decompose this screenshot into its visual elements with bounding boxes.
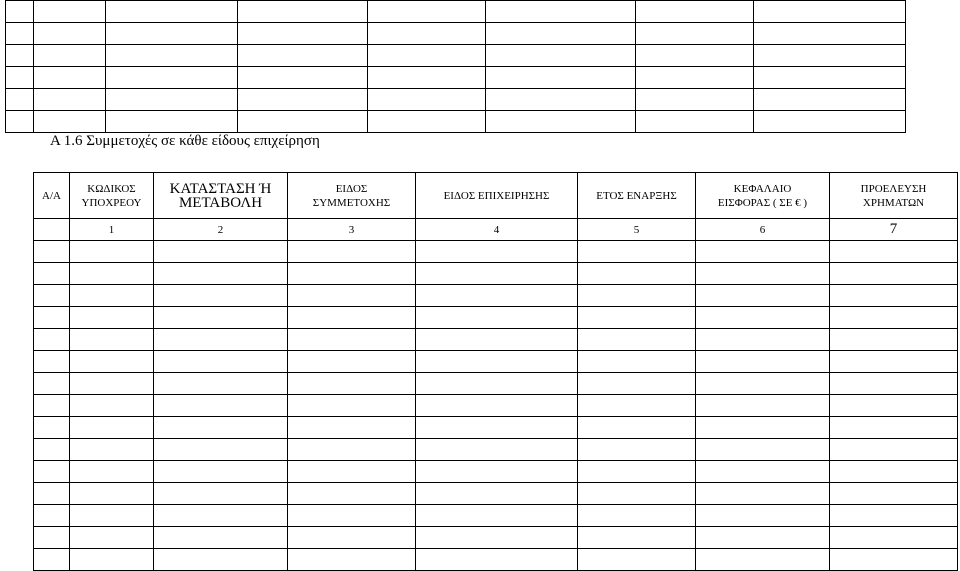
- empty-cell: [288, 417, 416, 439]
- empty-cell: [486, 67, 636, 89]
- empty-cell: [416, 417, 578, 439]
- empty-cell: [416, 307, 578, 329]
- empty-cell: [106, 67, 238, 89]
- column-number-row: [34, 219, 958, 241]
- empty-cell: [70, 307, 154, 329]
- empty-cell: [486, 23, 636, 45]
- empty-cell: [696, 285, 830, 307]
- empty-cell: [486, 45, 636, 67]
- empty-cell: [34, 241, 70, 263]
- header-participation-type: ΕΙΔΟΣ ΣΥΜΜΕΤΟΧΗΣ: [288, 173, 416, 219]
- empty-cell: [34, 351, 70, 373]
- empty-cell: [636, 1, 754, 23]
- empty-cell: [830, 241, 958, 263]
- empty-cell: [830, 329, 958, 351]
- empty-cell: [34, 505, 70, 527]
- empty-cell: [154, 549, 288, 571]
- empty-cell: [636, 89, 754, 111]
- previous-table-grid: [5, 0, 906, 133]
- empty-cell: [288, 241, 416, 263]
- empty-cell: [238, 1, 368, 23]
- empty-cell: [70, 439, 154, 461]
- empty-cell: [34, 45, 106, 67]
- empty-cell: [6, 23, 34, 45]
- empty-cell: [416, 351, 578, 373]
- header-obligor-code: ΚΩΔΙΚΟΣ ΥΠΟΧΡΕΟΥ: [70, 173, 154, 219]
- empty-cell: [416, 483, 578, 505]
- empty-cell: [696, 549, 830, 571]
- empty-cell: [830, 285, 958, 307]
- empty-cell: [696, 483, 830, 505]
- table-row: [34, 241, 958, 263]
- empty-cell: [636, 23, 754, 45]
- empty-cell: [368, 67, 486, 89]
- empty-cell: [34, 307, 70, 329]
- empty-cell: [154, 307, 288, 329]
- empty-cell: [70, 285, 154, 307]
- header-status-or-change: ΚΑΤΑΣΤΑΣΗ Ή ΜΕΤΑΒΟΛΗ: [154, 173, 288, 219]
- table-row: [34, 439, 958, 461]
- empty-cell: [696, 351, 830, 373]
- table-row: [34, 285, 958, 307]
- empty-cell: [830, 461, 958, 483]
- table-row: [34, 263, 958, 285]
- empty-cell: [6, 89, 34, 111]
- empty-cell: [34, 439, 70, 461]
- empty-cell: [754, 45, 906, 67]
- empty-cell: [486, 1, 636, 23]
- empty-cell: [154, 285, 288, 307]
- empty-cell: [154, 241, 288, 263]
- empty-cell: [70, 241, 154, 263]
- empty-cell: [288, 285, 416, 307]
- empty-cell: [238, 45, 368, 67]
- empty-cell: [34, 67, 106, 89]
- empty-cell: [696, 505, 830, 527]
- table-row: [34, 505, 958, 527]
- empty-cell: [288, 351, 416, 373]
- table-row: [34, 395, 958, 417]
- empty-cell: [368, 89, 486, 111]
- empty-cell: [830, 307, 958, 329]
- empty-cell: [416, 373, 578, 395]
- empty-cell: [154, 351, 288, 373]
- empty-cell: [238, 67, 368, 89]
- empty-cell: [34, 395, 70, 417]
- empty-cell: [34, 1, 106, 23]
- empty-cell: [106, 89, 238, 111]
- header-contribution-capital: ΚΕΦΑΛΑΙΟ ΕΙΣΦΟΡΑΣ ( ΣΕ € ): [696, 173, 830, 219]
- empty-cell: [578, 241, 696, 263]
- empty-cell: [754, 67, 906, 89]
- empty-cell: [754, 23, 906, 45]
- empty-cell: [70, 527, 154, 549]
- empty-cell: [416, 241, 578, 263]
- empty-cell: [70, 505, 154, 527]
- empty-cell: [416, 527, 578, 549]
- empty-cell: [34, 527, 70, 549]
- empty-cell: [578, 505, 696, 527]
- empty-cell: [486, 89, 636, 111]
- empty-cell: [154, 417, 288, 439]
- previous-table-row: [6, 45, 906, 67]
- empty-cell: [578, 307, 696, 329]
- empty-cell: [830, 505, 958, 527]
- empty-cell: [416, 263, 578, 285]
- empty-cell: [288, 483, 416, 505]
- empty-cell: [578, 527, 696, 549]
- empty-cell: [238, 89, 368, 111]
- empty-cell: [636, 111, 754, 133]
- empty-cell: [6, 1, 34, 23]
- header-business-type: ΕΙΔΟΣ ΕΠΙΧΕΙΡΗΣΗΣ: [416, 173, 578, 219]
- empty-cell: [578, 549, 696, 571]
- empty-cell: [486, 111, 636, 133]
- empty-cell: [106, 1, 238, 23]
- table-row: [34, 527, 958, 549]
- empty-cell: [696, 527, 830, 549]
- table-row: [34, 329, 958, 351]
- empty-cell: [830, 483, 958, 505]
- section-title: Α 1.6 Συμμετοχές σε κάθε είδους επιχείρηση: [50, 133, 320, 149]
- column-number-cell: 3: [288, 219, 416, 241]
- empty-cell: [288, 549, 416, 571]
- empty-cell: [70, 329, 154, 351]
- empty-cell: [696, 395, 830, 417]
- empty-cell: [288, 395, 416, 417]
- column-number-cell: 2: [154, 219, 288, 241]
- empty-cell: [70, 395, 154, 417]
- empty-cell: [34, 329, 70, 351]
- empty-cell: [288, 373, 416, 395]
- empty-cell: [106, 45, 238, 67]
- empty-cell: [578, 329, 696, 351]
- empty-cell: [578, 461, 696, 483]
- previous-table-row: [6, 23, 906, 45]
- empty-cell: [70, 461, 154, 483]
- empty-cell: [578, 285, 696, 307]
- empty-cell: [288, 527, 416, 549]
- empty-cell: [154, 439, 288, 461]
- header-funds-origin: ΠΡΟΕΛΕΥΣΗ ΧΡΗΜΑΤΩΝ: [830, 173, 958, 219]
- empty-cell: [154, 395, 288, 417]
- empty-cell: [34, 285, 70, 307]
- empty-cell: [34, 483, 70, 505]
- column-number-cell: 5: [578, 219, 696, 241]
- column-number-cell: [34, 219, 70, 241]
- empty-cell: [754, 1, 906, 23]
- empty-cell: [696, 373, 830, 395]
- empty-cell: [154, 263, 288, 285]
- empty-cell: [34, 111, 106, 133]
- empty-cell: [70, 351, 154, 373]
- empty-cell: [830, 527, 958, 549]
- empty-cell: [154, 461, 288, 483]
- empty-cell: [238, 111, 368, 133]
- empty-cell: [696, 263, 830, 285]
- empty-cell: [368, 23, 486, 45]
- empty-cell: [696, 329, 830, 351]
- empty-cell: [288, 263, 416, 285]
- empty-cell: [578, 373, 696, 395]
- empty-cell: [154, 373, 288, 395]
- empty-cell: [696, 241, 830, 263]
- empty-cell: [34, 263, 70, 285]
- empty-cell: [636, 45, 754, 67]
- empty-cell: [288, 439, 416, 461]
- table-row: [34, 461, 958, 483]
- table-row: [34, 549, 958, 571]
- empty-cell: [416, 549, 578, 571]
- empty-cell: [578, 417, 696, 439]
- empty-cell: [830, 395, 958, 417]
- empty-cell: [416, 395, 578, 417]
- empty-cell: [578, 439, 696, 461]
- empty-cell: [416, 461, 578, 483]
- empty-cell: [34, 23, 106, 45]
- empty-cell: [754, 111, 906, 133]
- empty-cell: [70, 373, 154, 395]
- empty-cell: [154, 527, 288, 549]
- empty-cell: [106, 23, 238, 45]
- empty-cell: [70, 483, 154, 505]
- empty-cell: [34, 373, 70, 395]
- empty-cell: [70, 549, 154, 571]
- empty-cell: [696, 439, 830, 461]
- empty-cell: [154, 329, 288, 351]
- previous-table-row: [6, 1, 906, 23]
- empty-cell: [70, 417, 154, 439]
- empty-cell: [830, 417, 958, 439]
- empty-cell: [368, 45, 486, 67]
- empty-cell: [154, 483, 288, 505]
- empty-cell: [578, 263, 696, 285]
- column-number-cell: 4: [416, 219, 578, 241]
- column-number-cell: 6: [696, 219, 830, 241]
- empty-cell: [696, 307, 830, 329]
- table-row: [34, 373, 958, 395]
- previous-table-row: [6, 67, 906, 89]
- empty-cell: [6, 111, 34, 133]
- empty-cell: [34, 461, 70, 483]
- empty-cell: [830, 373, 958, 395]
- empty-cell: [416, 439, 578, 461]
- empty-cell: [288, 307, 416, 329]
- empty-cell: [416, 285, 578, 307]
- empty-cell: [578, 395, 696, 417]
- empty-cell: [830, 439, 958, 461]
- empty-cell: [154, 505, 288, 527]
- empty-cell: [288, 461, 416, 483]
- header-row: [34, 173, 958, 219]
- header-start-year: ΕΤΟΣ ΕΝΑΡΞΗΣ: [578, 173, 696, 219]
- empty-cell: [34, 549, 70, 571]
- empty-cell: [696, 417, 830, 439]
- empty-cell: [578, 351, 696, 373]
- table-row: [34, 351, 958, 373]
- empty-cell: [830, 351, 958, 373]
- header-aa: Α/Α: [34, 173, 70, 219]
- empty-cell: [70, 263, 154, 285]
- participations-table: [33, 172, 958, 571]
- column-number-cell: 7: [830, 219, 958, 241]
- previous-table-row: [6, 111, 906, 133]
- empty-cell: [6, 67, 34, 89]
- empty-cell: [106, 111, 238, 133]
- empty-cell: [416, 329, 578, 351]
- empty-cell: [830, 549, 958, 571]
- empty-cell: [696, 461, 830, 483]
- previous-table-row: [6, 89, 906, 111]
- empty-cell: [578, 483, 696, 505]
- empty-cell: [368, 1, 486, 23]
- empty-cell: [288, 329, 416, 351]
- table-row: [34, 307, 958, 329]
- empty-cell: [368, 111, 486, 133]
- empty-cell: [288, 505, 416, 527]
- empty-cell: [636, 67, 754, 89]
- empty-cell: [754, 89, 906, 111]
- empty-cell: [34, 89, 106, 111]
- empty-cell: [238, 23, 368, 45]
- empty-cell: [34, 417, 70, 439]
- table-row: [34, 417, 958, 439]
- empty-cell: [416, 505, 578, 527]
- column-number-cell: 1: [70, 219, 154, 241]
- empty-cell: [6, 45, 34, 67]
- table-row: [34, 483, 958, 505]
- empty-cell: [830, 263, 958, 285]
